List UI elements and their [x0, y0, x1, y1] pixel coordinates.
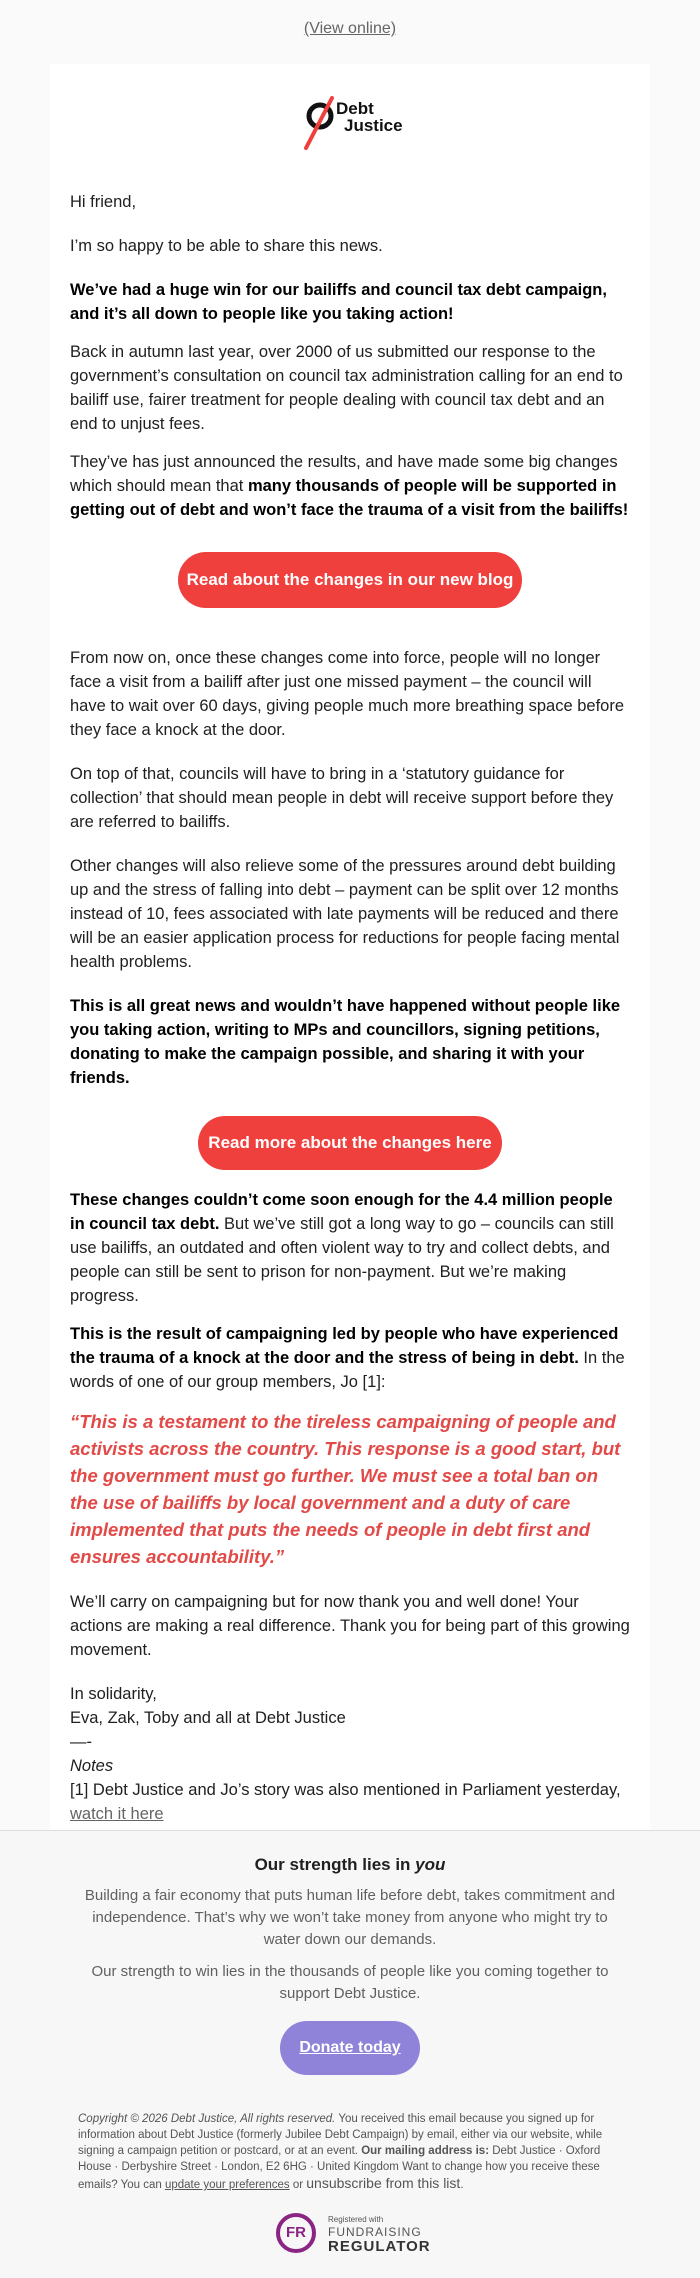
logo-mark-icon: [303, 94, 337, 150]
notes-label: Notes: [70, 1757, 114, 1775]
read-blog-button[interactable]: Read about the changes in our new blog: [178, 552, 522, 608]
signoff-dash: —-: [70, 1733, 92, 1751]
paragraph-9: [70, 1188, 630, 1308]
email-body: [70, 190, 630, 1826]
email-card: [50, 64, 650, 1830]
read-more-button[interactable]: Read more about the changes here: [198, 1116, 502, 1170]
mailing-label: Our mailing address is:: [358, 2145, 490, 2157]
fr-logo-icon: FR: [276, 2213, 316, 2253]
update-preferences-link[interactable]: update your preferences: [164, 2179, 290, 2191]
paragraph-4-bold: many thousands of people will be supported in getting out of debt and won’t face the trauma of a visit from the bailiffs!: [70, 477, 629, 519]
copyright: Copyright © 2026 Debt Justice, All rights reserved.: [78, 2113, 336, 2125]
paragraph-10-text: In the words of one of our group members, Jo [1]:: [70, 1349, 625, 1391]
paragraph-9-bold: These changes couldn’t come soon enough for the 4.4 million people in council tax debt.: [70, 1191, 613, 1233]
donate-button[interactable]: Donate today: [280, 2021, 420, 2075]
note-1-text: [1] Debt Justice and Jo’s story was also mentioned in Parliament yesterday,: [70, 1781, 621, 1799]
change-text: Want to change how you receive these emails? You can: [78, 2161, 600, 2191]
cta-1-wrap: [70, 536, 630, 646]
fr-registered-text: Registered with: [328, 2215, 384, 2224]
paragraph-4: [70, 450, 630, 522]
paragraph-4-text: They’ve has just announced the results, and have made some big changes which should mean that: [70, 453, 618, 495]
footer-paragraph-1: Building a fair economy that puts human life before debt, takes commitment and independence. That’s why we won’t take money from anyone who might try to water down our demands.: [84, 1887, 616, 1948]
footer-paragraph-2: Our strength to win lies in the thousands of people like you coming together to support Debt Justice.: [91, 1963, 609, 2002]
note-1: [70, 1778, 630, 1826]
cta-2-wrap: [70, 1104, 630, 1188]
jo-quote: “This is a testament to the tireless campaigning of people and activists across the country. This response is a good start, but the government must go further. We must see a total ban on the use of bailiffs by local government and a duty of care implemented that puts the needs of people in debt first and ensures accountability.”: [70, 1411, 621, 1567]
view-online-link[interactable]: (View online): [303, 20, 397, 37]
or-text: or: [289, 2179, 307, 2191]
signoff: [70, 1682, 630, 1826]
paragraph-1: I’m so happy to be able to share this news.: [70, 237, 383, 255]
paragraph-10-bold: This is the result of campaigning led by people who have experienced the trauma of a knock at the door and the stress of being in debt.: [70, 1325, 619, 1367]
unsubscribe-link[interactable]: unsubscribe from this list: [306, 2175, 461, 2191]
fr-line-1: FUNDRAISING: [328, 2225, 422, 2239]
paragraph-5: From now on, once these changes come into force, people will no longer face a visit from a bailiff after just one missed payment – the council will have to wait over 60 days, giving people much more breathing space before they face a knock at the door.: [70, 649, 624, 739]
watch-it-here-link[interactable]: watch it here: [70, 1805, 164, 1823]
fundraising-regulator-badge[interactable]: [276, 2211, 431, 2259]
footer-title-text: Our strength lies in: [254, 1855, 416, 1874]
period: .: [460, 2179, 464, 2191]
debt-justice-logo[interactable]: [303, 94, 433, 150]
paragraph-7: Other changes will also relieve some of the pressures around debt building up and the stress of falling into debt – payment can be split over 12 months instead of 10, fees associated with late payments will be reduced and there will be an easier application process for reductions for people facing mental health problems.: [70, 857, 620, 971]
signoff-line-1: In solidarity,: [70, 1685, 157, 1703]
paragraph-6: On top of that, councils will have to bring in a ‘statutory guidance for collection’ that should mean people in debt will receive support before they are referred to bailiffs.: [70, 765, 614, 831]
signoff-line-2: Eva, Zak, Toby and all at Debt Justice: [70, 1709, 346, 1727]
logo-line1: Debt: [336, 99, 374, 118]
footer-title-emphasis: you: [415, 1855, 446, 1874]
legal-text: [78, 2111, 628, 2193]
paragraph-10: [70, 1322, 630, 1394]
fr-line-2: REGULATOR: [328, 2238, 431, 2255]
paragraph-11: We’ll carry on campaigning but for now thank you and well done! Your actions are making a real difference. Thank you for being part of this growing movement.: [70, 1593, 630, 1659]
view-online-bar: [0, 0, 700, 44]
logo-text: [336, 100, 403, 134]
paragraph-9-text: But we’ve still got a long way to go – councils can still use bailiffs, an outdated and often violent way to try and collect debts, and people can still be sent to prison for non-payment. But we’re making progress.: [70, 1215, 614, 1305]
footer: [0, 1831, 700, 2278]
footer-title: [0, 1855, 700, 1875]
logo-line2: Justice: [344, 116, 403, 135]
paragraph-2: We’ve had a huge win for our bailiffs and council tax debt campaign, and it’s all down to people like you taking action!: [70, 281, 607, 323]
legal-reason: You received this email because you signed up for information about Debt Justice (formerly Jubilee Debt Campaign) by email, either via our website, while signing a campaign petition or postcard, or at an event.: [78, 2113, 603, 2157]
paragraph-3: Back in autumn last year, over 2000 of us submitted our response to the government’s consultation on council tax administration calling for an end to bailiff use, fairer treatment for people dealing with council tax debt and an end to unjust fees.: [70, 343, 623, 433]
paragraph-8: This is all great news and wouldn’t have happened without people like you taking action, writing to MPs and councillors, signing petitions, donating to make the campaign possible, and sharing it with your friends.: [70, 997, 621, 1087]
greeting: Hi friend,: [70, 193, 137, 211]
mailing-address: Debt Justice · Oxford House · Derbyshire Street · London, E2 6HG · United Kingdom: [78, 2145, 601, 2173]
